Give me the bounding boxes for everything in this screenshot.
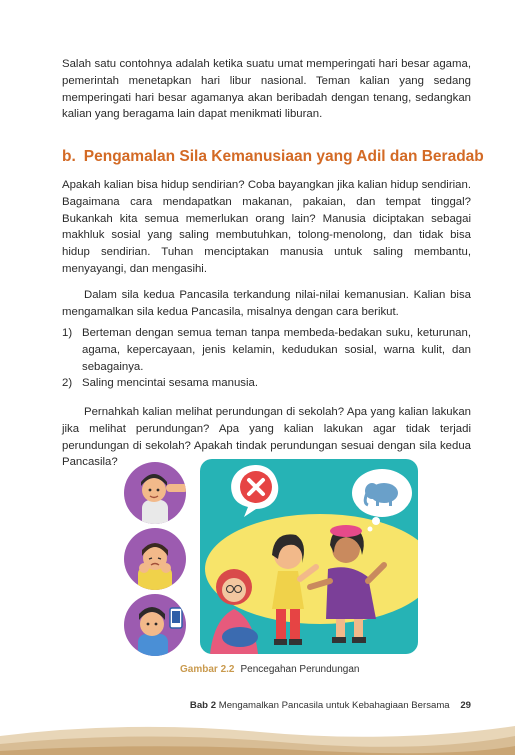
list-marker: 1) [62,327,73,339]
list-text: Berteman dengan semua teman tanpa membeda-bedakan suku, keturunan, agama, kepercayaan, jenis kelamin, kedudukan sosial, warna kulit, dan sebagainya. [82,327,471,373]
list-item [62,375,471,392]
page-footer [190,700,471,711]
figure-label: Gambar 2.2 [180,664,235,675]
bullying-prevention-scene [200,459,418,654]
footer-title: Mengamalkan Pancasila untuk Kebahagiaan Bersama [218,700,450,711]
list-marker: 2) [62,377,73,390]
decorative-waves [0,714,515,755]
section-title: Pengamalan Sila Kemanusiaan yang Adil dan Beradab [83,148,484,165]
illustration-circle-sad [124,528,186,590]
paragraph-1: Apakah kalian bisa hidup sendirian? Coba bayangkan jika kalian hidup sendirian. Bagaimana cara mendapatkan makanan, pakaian, dan tempat tinggal? Bukankah kita semua memerlukan orang lain? Manusia diciptakan sebagai makhluk sosial yang saling membutuhkan, tolong-menolong, dan tidak bisa hidup sendirian. Tuhan menciptakan manusia untuk saling membantu, menyayangi, dan mengasihi. [62,179,471,275]
section-number: b. [62,148,76,165]
figure-caption-text: Pencegahan Perundungan [240,664,360,675]
list-text: Saling mencintai sesama manusia. [82,377,259,390]
paragraph-3: Pernahkah kalian melihat perundungan di sekolah? Apa yang kalian lakukan jika melihat perundungan? Apa yang kalian lakukan agar tidak terjadi perundungan di sekolah? Apakah tindak perundungan sesuai dengan sila kedua Pancasila? [62,406,471,469]
cross-icon [231,465,278,517]
practice-list [62,325,471,392]
footer-chapter: Bab 2 [189,700,217,711]
paragraph-2: Dalam sila kedua Pancasila terkandung nilai-nilai kemanusian. Kalian bisa mengamalkan sila kedua Pancasila, misalnya dengan cara berikut. [62,289,471,318]
section-heading [62,148,482,166]
list-item [62,325,471,375]
page-number: 29 [460,700,471,711]
illustration-circle-pointing [124,462,186,524]
intro-paragraph: Salah satu contohnya adalah ketika suatu umat memperingati hari besar agama, pemerintah menetapkan hari libur nasional. Teman kalian yang sedang memperingati hari besar agamanya akan beribadah dengan tenang, sedangkan kalian yang beragama lain dapat menikmati liburan. [62,58,471,121]
figure-caption [180,664,359,675]
illustration-circle-phone [124,594,186,656]
